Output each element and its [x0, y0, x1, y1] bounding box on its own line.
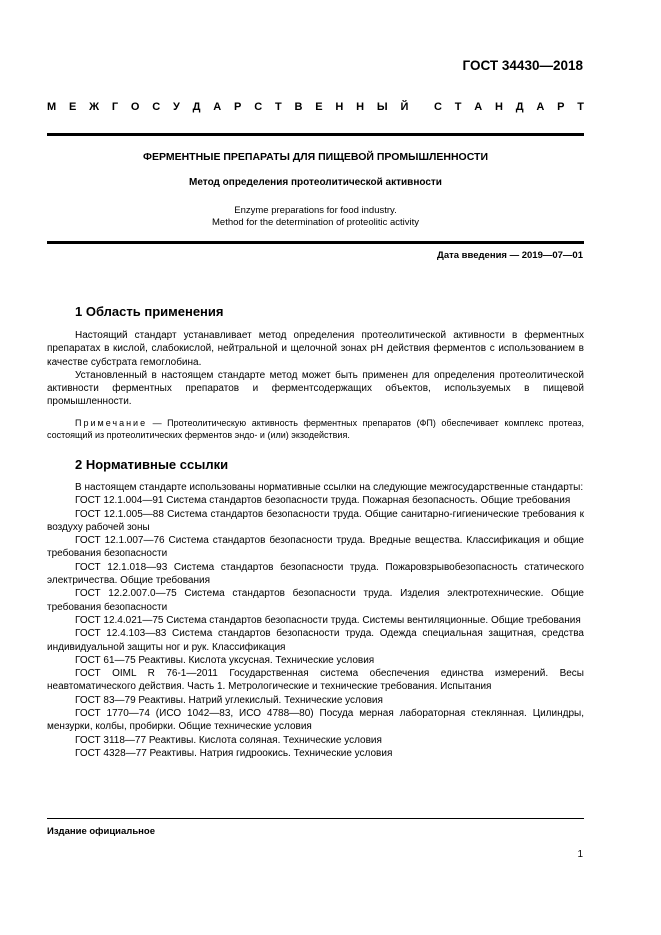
interstate-standard-banner — [47, 101, 584, 113]
banner-letter: Е — [315, 101, 323, 113]
banner-letter: В — [294, 101, 303, 113]
normative-reference-item: ГОСТ OIML R 76-1—2011 Государственная система обеспечения единства измерений. Весы неавтоматического действия. Часть 1. Метрологические и технические требования. Испытания — [47, 668, 584, 693]
section-1-heading: 1 Область применения — [75, 304, 224, 319]
banner-letter: Й — [400, 101, 409, 113]
banner-letter: Р — [234, 101, 242, 113]
banner-letter: Г — [111, 101, 119, 113]
banner-letter: Н — [494, 101, 503, 113]
banner-letter: С — [152, 101, 161, 113]
banner-letter: А — [536, 101, 545, 113]
note-text: — Протеолитическую активность ферментных препаратов (ФП) обеспечивает комплекс протеаз, состоящий из протеолитических ферментов эндо- и (или) экзодействия. — [47, 418, 584, 440]
title-rule — [47, 241, 584, 244]
banner-letter: С — [433, 101, 442, 113]
document-title: ФЕРМЕНТНЫЕ ПРЕПАРАТЫ ДЛЯ ПИЩЕВОЙ ПРОМЫШЛЕННОСТИ — [143, 151, 488, 163]
document-subtitle: Метод определения протеолитической активности — [189, 177, 442, 188]
page-number: 1 — [577, 849, 583, 860]
gost-code: ГОСТ 34430—2018 — [462, 58, 583, 73]
english-title-line-2: Method for the determination of proteolitic activity — [212, 217, 419, 228]
note-label: Примечание — [75, 418, 148, 428]
banner-letter: С — [254, 101, 263, 113]
section-1-paragraph-1: Настоящий стандарт устанавливает метод определения протеолитической активности в ферментных препаратах в кислой, слабокислой, нейтральной и щелочной зонах pH действия ферментов с использованием в качестве субстрата гемоглобина. — [47, 330, 584, 368]
section-2-body — [47, 481, 584, 760]
normative-reference-item: ГОСТ 12.4.103—83 Система стандартов безопасности труда. Одежда специальная защитная, средства индивидуальной защиты ног и рук. Классификация — [47, 628, 584, 653]
normative-reference-item: ГОСТ 12.1.018—93 Система стандартов безопасности труда. Пожаровзрывобезопасность статического электричества. Общие требования — [47, 561, 584, 587]
banner-letter: Н — [356, 101, 365, 113]
banner-letter: У — [173, 101, 180, 113]
section-1-body — [47, 329, 584, 409]
normative-reference-item: ГОСТ 12.1.007—76 Система стандартов безопасности труда. Вредные вещества. Классификация и общие требования безопасности — [47, 535, 584, 560]
banner-letter: Т — [274, 101, 282, 113]
normative-reference-item: ГОСТ 12.4.021—75 Система стандартов безопасности труда. Системы вентиляционные. Общие требования — [75, 614, 581, 626]
official-edition-label: Издание официальное — [47, 826, 155, 837]
section-2-intro: В настоящем стандарте использованы нормативные ссылки на следующие межгосударственные стандарты: — [75, 482, 584, 493]
normative-reference-item: ГОСТ 3118—77 Реактивы. Кислота соляная. Технические условия — [75, 734, 382, 746]
banner-letter: Р — [557, 101, 565, 113]
banner-letter: Т — [454, 101, 462, 113]
introduction-date: Дата введения — 2019—07—01 — [437, 250, 583, 261]
banner-letter: Ж — [89, 101, 100, 113]
banner-letter: Е — [68, 101, 77, 113]
banner-letter: А — [474, 101, 483, 113]
banner-letter: Н — [335, 101, 344, 113]
normative-reference-item: ГОСТ 1770—74 (ИСО 1042—83, ИСО 4788—80) Посуда мерная лабораторная стеклянная. Цилиндры, мензурки, колбы, пробирки. Общие технические условия — [47, 708, 584, 733]
normative-reference-item: ГОСТ 12.2.007.0—75 Система стандартов безопасности труда. Изделия электротехнические. Общие требования безопасности — [47, 588, 584, 613]
banner-letter: Т — [577, 101, 584, 113]
footer-rule — [47, 818, 584, 819]
normative-reference-item: ГОСТ 61—75 Реактивы. Кислота уксусная. Технические условия — [75, 654, 375, 666]
banner-letter: М — [47, 101, 57, 113]
banner-letter: Д — [192, 101, 201, 113]
normative-reference-item: ГОСТ 4328—77 Реактивы. Натрия гидроокись. Технические условия — [75, 747, 393, 759]
banner-letter: Ы — [376, 101, 388, 113]
normative-reference-item: ГОСТ 12.1.004—91 Система стандартов безопасности труда. Пожарная безопасность. Общие требования — [75, 495, 571, 507]
section-1-paragraph-2: Установленный в настоящем стандарте метод может быть применен для определения протеолитической активности ферментных препаратов и ферментсодержащих объектов, используемых в пищевой промышленности. — [47, 369, 584, 408]
top-rule — [47, 133, 584, 136]
banner-letter: О — [130, 101, 140, 113]
english-title — [47, 205, 584, 229]
banner-letter: Д — [515, 101, 524, 113]
banner-letter: А — [213, 101, 222, 113]
english-title-line-1: Enzyme preparations for food industry. — [234, 205, 397, 216]
normative-reference-item: ГОСТ 12.1.005—88 Система стандартов безопасности труда. Общие санитарно-гигиенические требования к воздуху рабочей зоны — [47, 508, 584, 533]
section-2-heading: 2 Нормативные ссылки — [75, 457, 229, 472]
section-1-note — [47, 417, 584, 441]
normative-reference-item: ГОСТ 83—79 Реактивы. Натрий углекислый. Технические условия — [75, 694, 383, 706]
